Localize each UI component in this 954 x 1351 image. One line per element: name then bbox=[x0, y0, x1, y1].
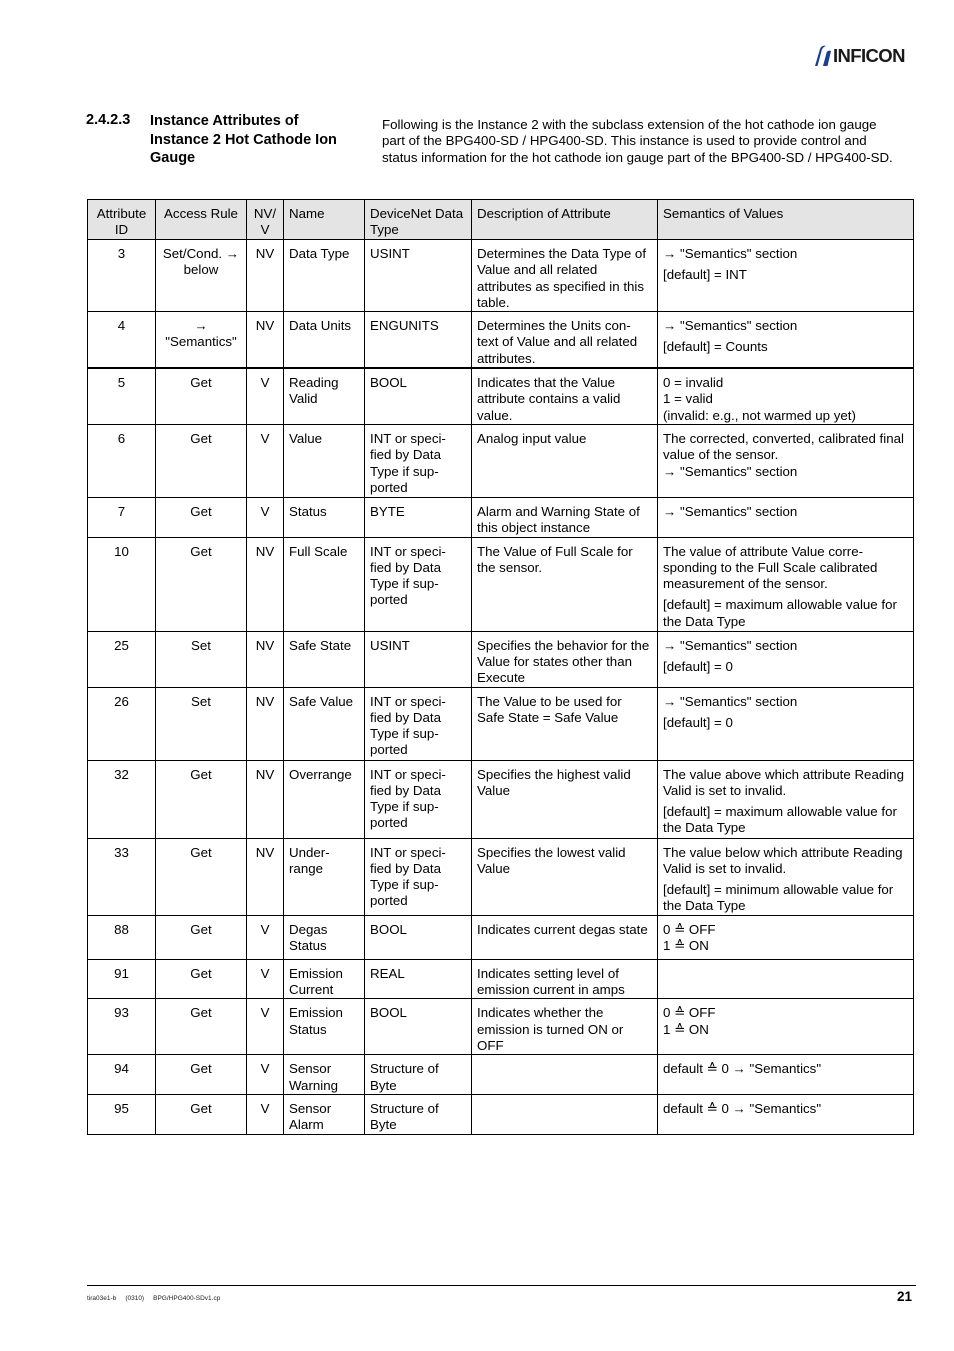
semantics-cell bbox=[658, 240, 914, 312]
description-cell: The Value to be used for Safe State = Safe Value bbox=[472, 687, 658, 760]
access-rule-cell: → "Semantics" bbox=[156, 312, 247, 368]
section-intro: Following is the Instance 2 with the subclass extension of the hot cathode ion gauge part of the BPG400-SD / HPG400-SD. This instance is used to provide control and status information for the hot cathode ion gauge part of the BPG400-SD / HPG400-SD. bbox=[382, 117, 893, 165]
table-row bbox=[88, 368, 914, 424]
description-cell: Indicates that the Value attribute contains a valid value. bbox=[472, 368, 658, 424]
description-cell: Determines the Units con-text of Value and all related attributes. bbox=[472, 312, 658, 368]
attribute-id-cell: 4 bbox=[88, 312, 156, 368]
attribute-id-cell: 3 bbox=[88, 240, 156, 312]
nv-cell: NV bbox=[247, 537, 284, 631]
name-cell: Data Units bbox=[284, 312, 365, 368]
data-type-cell: Structure of Byte bbox=[365, 1055, 472, 1095]
name-cell: Full Scale bbox=[284, 537, 365, 631]
semantics-line: 0 ≙ OFF 1 ≙ ON bbox=[663, 921, 716, 954]
table-row bbox=[88, 537, 914, 631]
description-cell: Indicates current degas state bbox=[472, 915, 658, 959]
footer-meta bbox=[87, 1295, 220, 1302]
access-rule-cell: Get bbox=[156, 915, 247, 959]
footer-file: BPG/HPG400-SDv1.cp bbox=[153, 1295, 221, 1302]
footer-date-code: (0310) bbox=[125, 1295, 145, 1302]
access-rule-cell: Get bbox=[156, 760, 247, 838]
attribute-id-cell: 32 bbox=[88, 760, 156, 838]
nv-cell: NV bbox=[247, 240, 284, 312]
nv-cell: V bbox=[247, 1055, 284, 1095]
table-row bbox=[88, 497, 914, 537]
name-cell: Safe Value bbox=[284, 687, 365, 760]
description-cell bbox=[472, 1055, 658, 1095]
attribute-id-cell: 88 bbox=[88, 915, 156, 959]
description-cell: Determines the Data Type of Value and all related attributes as specified in this table. bbox=[472, 240, 658, 312]
header-attribute-id: Attribute ID bbox=[88, 200, 156, 240]
semantics-cell bbox=[658, 537, 914, 631]
semantics-cell bbox=[658, 497, 914, 537]
data-type-cell: BOOL bbox=[365, 999, 472, 1055]
nv-cell: V bbox=[247, 424, 284, 497]
table-row bbox=[88, 1094, 914, 1134]
attribute-table bbox=[87, 199, 914, 1135]
description-cell: Specifies the behavior for the Value for states other than Execute bbox=[472, 631, 658, 687]
table-row bbox=[88, 1055, 914, 1095]
data-type-cell: Structure of Byte bbox=[365, 1094, 472, 1134]
logo-text: INFICON bbox=[833, 45, 905, 66]
semantics-line: [default] = maximum allowable value for the Data Type bbox=[663, 804, 897, 836]
semantics-line: → "Semantics" section bbox=[663, 637, 798, 653]
attribute-id-cell: 91 bbox=[88, 959, 156, 999]
semantics-line: → "Semantics" section bbox=[663, 503, 798, 519]
description-cell: Specifies the lowest valid Value bbox=[472, 838, 658, 915]
access-rule-cell: Get bbox=[156, 497, 247, 537]
table-row bbox=[88, 838, 914, 915]
attribute-id-cell: 33 bbox=[88, 838, 156, 915]
name-cell: Emission Current bbox=[284, 959, 365, 999]
name-cell: Sensor Alarm bbox=[284, 1094, 365, 1134]
description-cell: The Value of Full Scale for the sensor. bbox=[472, 537, 658, 631]
name-cell: Data Type bbox=[284, 240, 365, 312]
nv-cell: V bbox=[247, 959, 284, 999]
semantics-line: [default] = 0 bbox=[663, 714, 733, 730]
table-header-row bbox=[88, 200, 914, 240]
data-type-cell: USINT bbox=[365, 240, 472, 312]
section-title: Instance Attributes of Instance 2 Hot Cathode Ion Gauge bbox=[150, 113, 337, 166]
attribute-id-cell: 7 bbox=[88, 497, 156, 537]
name-cell: Safe State bbox=[284, 631, 365, 687]
semantics-cell bbox=[658, 424, 914, 497]
footer-rule bbox=[87, 1285, 916, 1286]
nv-cell: NV bbox=[247, 312, 284, 368]
access-rule-cell: Get bbox=[156, 1094, 247, 1134]
semantics-line: [default] = 0 bbox=[663, 658, 733, 674]
semantics-line: [default] = INT bbox=[663, 267, 747, 283]
semantics-line: The value below which attribute Reading Valid is set to invalid. bbox=[663, 844, 903, 876]
data-type-cell: INT or speci-fied by Data Type if sup-ported bbox=[365, 687, 472, 760]
data-type-cell: INT or speci-fied by Data Type if sup-ported bbox=[365, 424, 472, 497]
description-cell bbox=[472, 1094, 658, 1134]
nv-cell: V bbox=[247, 999, 284, 1055]
attribute-id-cell: 10 bbox=[88, 537, 156, 631]
name-cell: Degas Status bbox=[284, 915, 365, 959]
table-row bbox=[88, 760, 914, 838]
header-data-type: DeviceNet Data Type bbox=[365, 200, 472, 240]
section-number: 2.4.2.3 bbox=[86, 112, 131, 128]
header-nv: NV/ V bbox=[247, 200, 284, 240]
name-cell: Status bbox=[284, 497, 365, 537]
nv-cell: V bbox=[247, 915, 284, 959]
semantics-line: → "Semantics" section bbox=[663, 693, 798, 709]
description-cell: Indicates whether the emission is turned ON or OFF bbox=[472, 999, 658, 1055]
semantics-line: default ≙ 0 → "Semantics" bbox=[663, 1100, 822, 1116]
name-cell: Sensor Warning bbox=[284, 1055, 365, 1095]
name-cell: Value bbox=[284, 424, 365, 497]
semantics-cell bbox=[658, 631, 914, 687]
header-access-rule: Access Rule bbox=[156, 200, 247, 240]
attribute-id-cell: 25 bbox=[88, 631, 156, 687]
data-type-cell: BYTE bbox=[365, 497, 472, 537]
semantics-line: 0 ≙ OFF 1 ≙ ON bbox=[663, 1005, 716, 1037]
nv-cell: NV bbox=[247, 838, 284, 915]
inficon-mark-icon bbox=[812, 45, 832, 67]
semantics-line: → "Semantics" section bbox=[663, 246, 798, 261]
description-cell: Analog input value bbox=[472, 424, 658, 497]
description-cell: Indicates setting level of emission current in amps bbox=[472, 959, 658, 999]
header-name: Name bbox=[284, 200, 365, 240]
access-rule-cell: Set bbox=[156, 631, 247, 687]
semantics-line: [default] = minimum allowable value for the Data Type bbox=[663, 882, 894, 914]
semantics-line: The value of attribute Value corre-sponding to the Full Scale calibrated measurement of the sensor. bbox=[663, 543, 878, 592]
name-cell: Overrange bbox=[284, 760, 365, 838]
nv-cell: V bbox=[247, 1094, 284, 1134]
data-type-cell: INT or speci-fied by Data Type if sup-ported bbox=[365, 760, 472, 838]
access-rule-cell: Get bbox=[156, 999, 247, 1055]
name-cell: Reading Valid bbox=[284, 368, 365, 424]
data-type-cell: BOOL bbox=[365, 915, 472, 959]
access-rule-cell: Get bbox=[156, 537, 247, 631]
attribute-id-cell: 93 bbox=[88, 999, 156, 1055]
semantics-line: [default] = maximum allowable value for the Data Type bbox=[663, 597, 897, 629]
attribute-id-cell: 94 bbox=[88, 1055, 156, 1095]
attribute-id-cell: 26 bbox=[88, 687, 156, 760]
name-cell: Under-range bbox=[284, 838, 365, 915]
description-cell: Alarm and Warning State of this object instance bbox=[472, 497, 658, 537]
header-semantics: Semantics of Values bbox=[658, 200, 914, 240]
table-row bbox=[88, 631, 914, 687]
name-cell: Emission Status bbox=[284, 999, 365, 1055]
table-row bbox=[88, 424, 914, 497]
semantics-cell bbox=[658, 368, 914, 424]
data-type-cell: BOOL bbox=[365, 368, 472, 424]
semantics-cell bbox=[658, 1094, 914, 1134]
semantics-line: default ≙ 0 → "Semantics" bbox=[663, 1061, 822, 1077]
semantics-cell bbox=[658, 915, 914, 959]
semantics-line: The corrected, converted, calibrated final value of the sensor. → "Semantics" section bbox=[663, 430, 904, 479]
nv-cell: V bbox=[247, 497, 284, 537]
nv-cell: NV bbox=[247, 687, 284, 760]
footer-doc-id: tira03e1-b bbox=[87, 1295, 117, 1302]
semantics-line: → "Semantics" section bbox=[663, 318, 798, 334]
nv-cell: NV bbox=[247, 760, 284, 838]
access-rule-cell: Get bbox=[156, 959, 247, 999]
access-rule-cell: Get bbox=[156, 838, 247, 915]
table-row bbox=[88, 959, 914, 999]
description-cell: Specifies the highest valid Value bbox=[472, 760, 658, 838]
attribute-id-cell: 5 bbox=[88, 368, 156, 424]
header-description: Description of Attribute bbox=[472, 200, 658, 240]
nv-cell: NV bbox=[247, 631, 284, 687]
access-rule-cell: Get bbox=[156, 368, 247, 424]
data-type-cell: USINT bbox=[365, 631, 472, 687]
access-rule-cell: Get bbox=[156, 1055, 247, 1095]
semantics-cell bbox=[658, 838, 914, 915]
data-type-cell: INT or speci-fied by Data Type if sup-ported bbox=[365, 537, 472, 631]
semantics-cell bbox=[658, 999, 914, 1055]
attribute-id-cell: 6 bbox=[88, 424, 156, 497]
inficon-logo bbox=[812, 44, 905, 68]
semantics-line: 0 = invalid 1 = valid (invalid: e.g., not warmed up yet) bbox=[663, 375, 856, 423]
semantics-line: [default] = Counts bbox=[663, 339, 768, 355]
table-row bbox=[88, 915, 914, 959]
page-number: 21 bbox=[897, 1289, 913, 1304]
table-row bbox=[88, 240, 914, 312]
access-rule-cell: Set bbox=[156, 687, 247, 760]
data-type-cell: INT or speci-fied by Data Type if sup-ported bbox=[365, 838, 472, 915]
table-row bbox=[88, 312, 914, 368]
semantics-cell bbox=[658, 760, 914, 838]
table-row bbox=[88, 687, 914, 760]
table-row bbox=[88, 999, 914, 1055]
data-type-cell: ENGUNITS bbox=[365, 312, 472, 368]
semantics-cell bbox=[658, 1055, 914, 1095]
access-rule-cell: Set/Cond. → below bbox=[156, 240, 247, 312]
semantics-line: The value above which attribute Reading Valid is set to invalid. bbox=[663, 766, 904, 798]
semantics-cell bbox=[658, 312, 914, 368]
semantics-cell bbox=[658, 687, 914, 760]
access-rule-cell: Get bbox=[156, 424, 247, 497]
nv-cell: V bbox=[247, 368, 284, 424]
attribute-id-cell: 95 bbox=[88, 1094, 156, 1134]
semantics-cell bbox=[658, 959, 914, 999]
data-type-cell: REAL bbox=[365, 959, 472, 999]
